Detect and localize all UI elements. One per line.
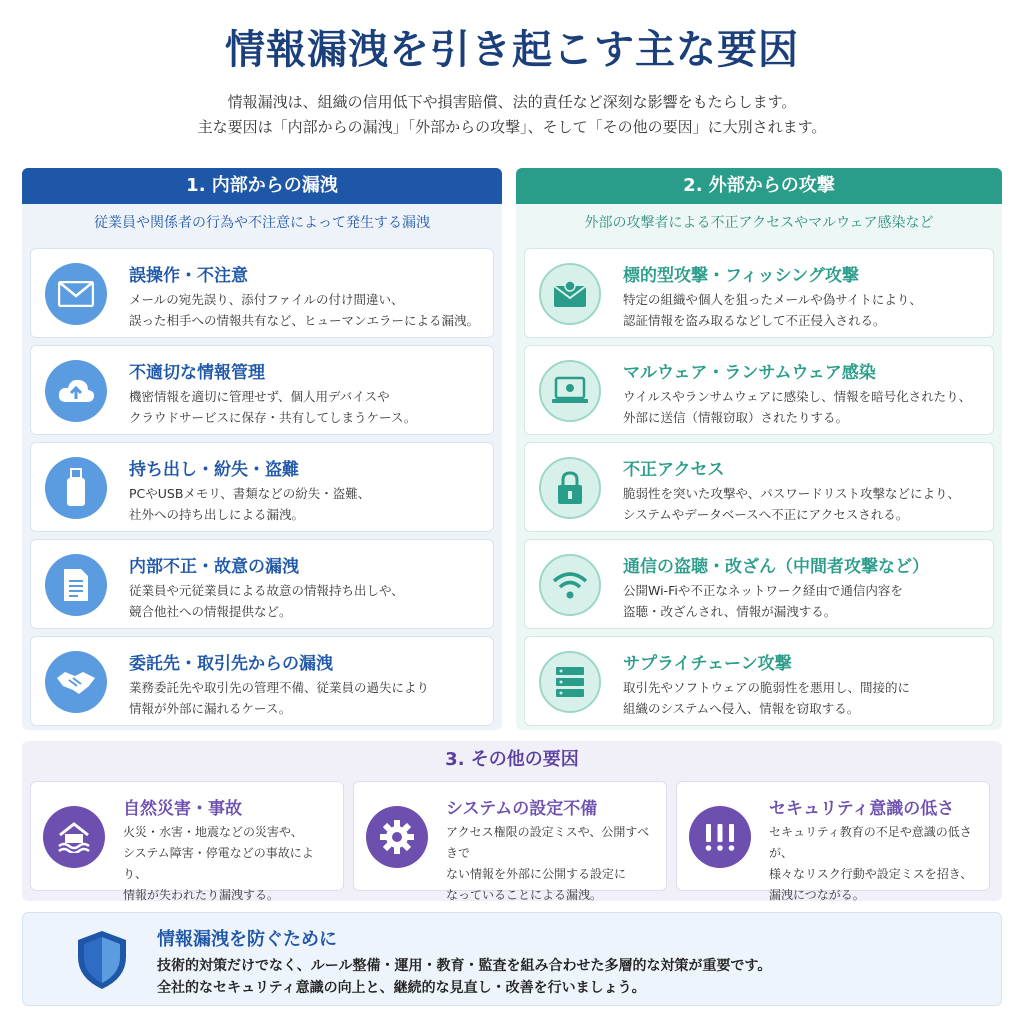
wifi-icon [539,554,601,616]
external-attack-column [516,168,1002,730]
card-desc [129,580,483,622]
flood-house-icon [43,806,105,868]
shield-icon [75,929,129,995]
desc-line: アクセス権限の設定ミスや、公開すべきで [446,825,650,860]
desc-line: 脆弱性を突いた攻撃や、パスワードリスト攻撃などにより、 [623,486,961,501]
desc-line: 競合他社への情報提供など。 [129,604,292,619]
external-subtitle: 外部の攻撃者による不正アクセスやマルウェア感染など [584,215,934,231]
card-desc [623,386,983,428]
external-card-unauthorized [524,442,994,532]
card-title: 誤操作・不注意 [129,266,248,286]
cloud-upload-icon [45,360,107,422]
desc-line: 社外への持ち出しによる漏洩。 [129,507,305,522]
other-card-misconfig [353,781,667,902]
card-desc [123,822,333,906]
internal-subtitle: 従業員や関係者の行為や不注意によって発生する漏洩 [94,215,430,231]
laptop-malware-icon [539,360,601,422]
internal-card-intentional [30,539,494,629]
padlock-icon [539,457,601,519]
desc-line: 情報が失われたり漏洩する。 [123,888,280,902]
card-title: 内部不正・故意の漏洩 [129,557,299,577]
desc-line: システムやデータベースへ不正にアクセスされる。 [623,507,909,522]
internal-heading: 1. 内部からの漏洩 [22,168,502,204]
card-desc [129,289,483,331]
desc-line: システム障害・停電などの事故により、 [123,846,314,881]
page-title: 情報漏洩を引き起こす主な要因 [225,27,799,73]
external-card-eavesdrop [524,539,994,629]
internal-card-loss-theft [30,442,494,532]
external-card-malware [524,345,994,435]
desc-line: 誤った相手への情報共有など、ヒューマンエラーによる漏洩。 [129,313,480,328]
desc-line: ウイルスやランサムウェアに感染し、情報を暗号化されたり、 [623,389,972,404]
external-card-phishing [524,248,994,338]
desc-line: 組織のシステムへ侵入、情報を窃取する。 [623,701,860,716]
card-title: 不適切な情報管理 [129,363,265,383]
card-desc [623,483,983,525]
prevention-desc [157,955,771,999]
internal-card-contractor [30,636,494,726]
external-heading: 2. 外部からの攻撃 [516,168,1002,204]
desc-line: クラウドサービスに保存・共有してしまうケース。 [129,410,417,425]
desc-line: セキュリティ教育の不足や意識の低さが、 [769,825,972,860]
card-title: マルウェア・ランサムウェア感染 [623,363,876,383]
intro-line-1: 情報漏洩は、組織の信用低下や損害賠償、法的責任など深刻な影響をもたらします。 [227,93,797,111]
handshake-icon [45,651,107,713]
external-card-supply-chain [524,636,994,726]
card-title: 標的型攻撃・フィッシング攻撃 [623,266,859,286]
envelope-icon [45,263,107,325]
other-factors-section [22,741,1002,901]
desc-line: 特定の組織や個人を狙ったメールや偽サイトにより、 [623,292,922,307]
card-title: 持ち出し・紛失・盗難 [129,460,299,480]
intro-line-2: 主な要因は「内部からの漏洩」「外部からの攻撃」、そして「その他の要因」に大別されます。 [197,118,827,136]
intro-text [0,90,1024,140]
internal-card-misoperation [30,248,494,338]
card-desc [129,483,483,525]
desc-line: 火災・水害・地震などの災害や、 [123,825,303,839]
desc-line: 業務委託先や取引先の管理不備、従業員の過失により [129,680,430,695]
desc-line: 公開Wi-Fiや不正なネットワーク経由で通信内容を [623,583,903,598]
phishing-mail-icon [539,263,601,325]
card-desc [129,677,483,719]
server-icon [539,651,601,713]
card-title: セキュリティ意識の低さ [769,799,955,819]
card-desc [623,580,983,622]
desc-line: 認証情報を盗み取るなどして不正侵入される。 [623,313,886,328]
desc-line: 様々なリスク行動や設定ミスを招き、 [769,867,973,881]
card-title: サプライチェーン攻撃 [623,654,792,674]
prevention-line-1: 技術的対策だけでなく、ルール整備・運用・教育・監査を組み合わせた多層的な対策が重要です。 [157,958,772,974]
desc-line: 情報が外部に漏れるケース。 [129,701,292,716]
desc-line: PCやUSBメモリ、書類などの紛失・盗難、 [129,486,371,501]
card-desc [769,822,979,906]
card-desc [446,822,656,906]
internal-leak-column [22,168,502,730]
card-desc [129,386,483,428]
other-card-disaster [30,781,344,902]
prevention-title: 情報漏洩を防ぐために [157,929,337,950]
prevention-box [22,912,1002,1006]
desc-line: 盗聴・改ざんされ、情報が漏洩する。 [623,604,837,619]
card-title: 通信の盗聴・改ざん（中間者攻撃など） [623,557,929,577]
desc-line: メールの宛先誤り、添付ファイルの付け間違い、 [129,292,404,307]
internal-card-mismanagement [30,345,494,435]
document-icon [45,554,107,616]
card-desc [623,289,983,331]
card-title: 不正アクセス [623,460,725,480]
desc-line: 機密情報を適切に管理せず、個人用デバイスや [129,389,390,404]
exclamation-icon [689,806,751,868]
other-heading: 3. その他の要因 [445,749,579,770]
gear-icon [366,806,428,868]
card-title: 委託先・取引先からの漏洩 [129,654,333,674]
desc-line: 従業員や元従業員による故意の情報持ち出しや、 [129,583,404,598]
other-card-awareness [676,781,990,902]
usb-drive-icon [45,457,107,519]
prevention-line-2: 全社的なセキュリティ意識の向上と、継続的な見直し・改善を行いましょう。 [157,980,646,996]
desc-line: 取引先やソフトウェアの脆弱性を悪用し、間接的に [623,680,911,695]
card-title: システムの設定不備 [446,799,598,819]
card-title: 自然災害・事故 [123,799,242,819]
desc-line: 外部に送信（情報窃取）されたりする。 [623,410,849,425]
desc-line: なっていることによる漏洩。 [446,888,603,902]
desc-line: ない情報を外部に公開する設定に [446,867,627,881]
desc-line: 漏洩につながる。 [769,888,865,902]
card-desc [623,677,983,719]
